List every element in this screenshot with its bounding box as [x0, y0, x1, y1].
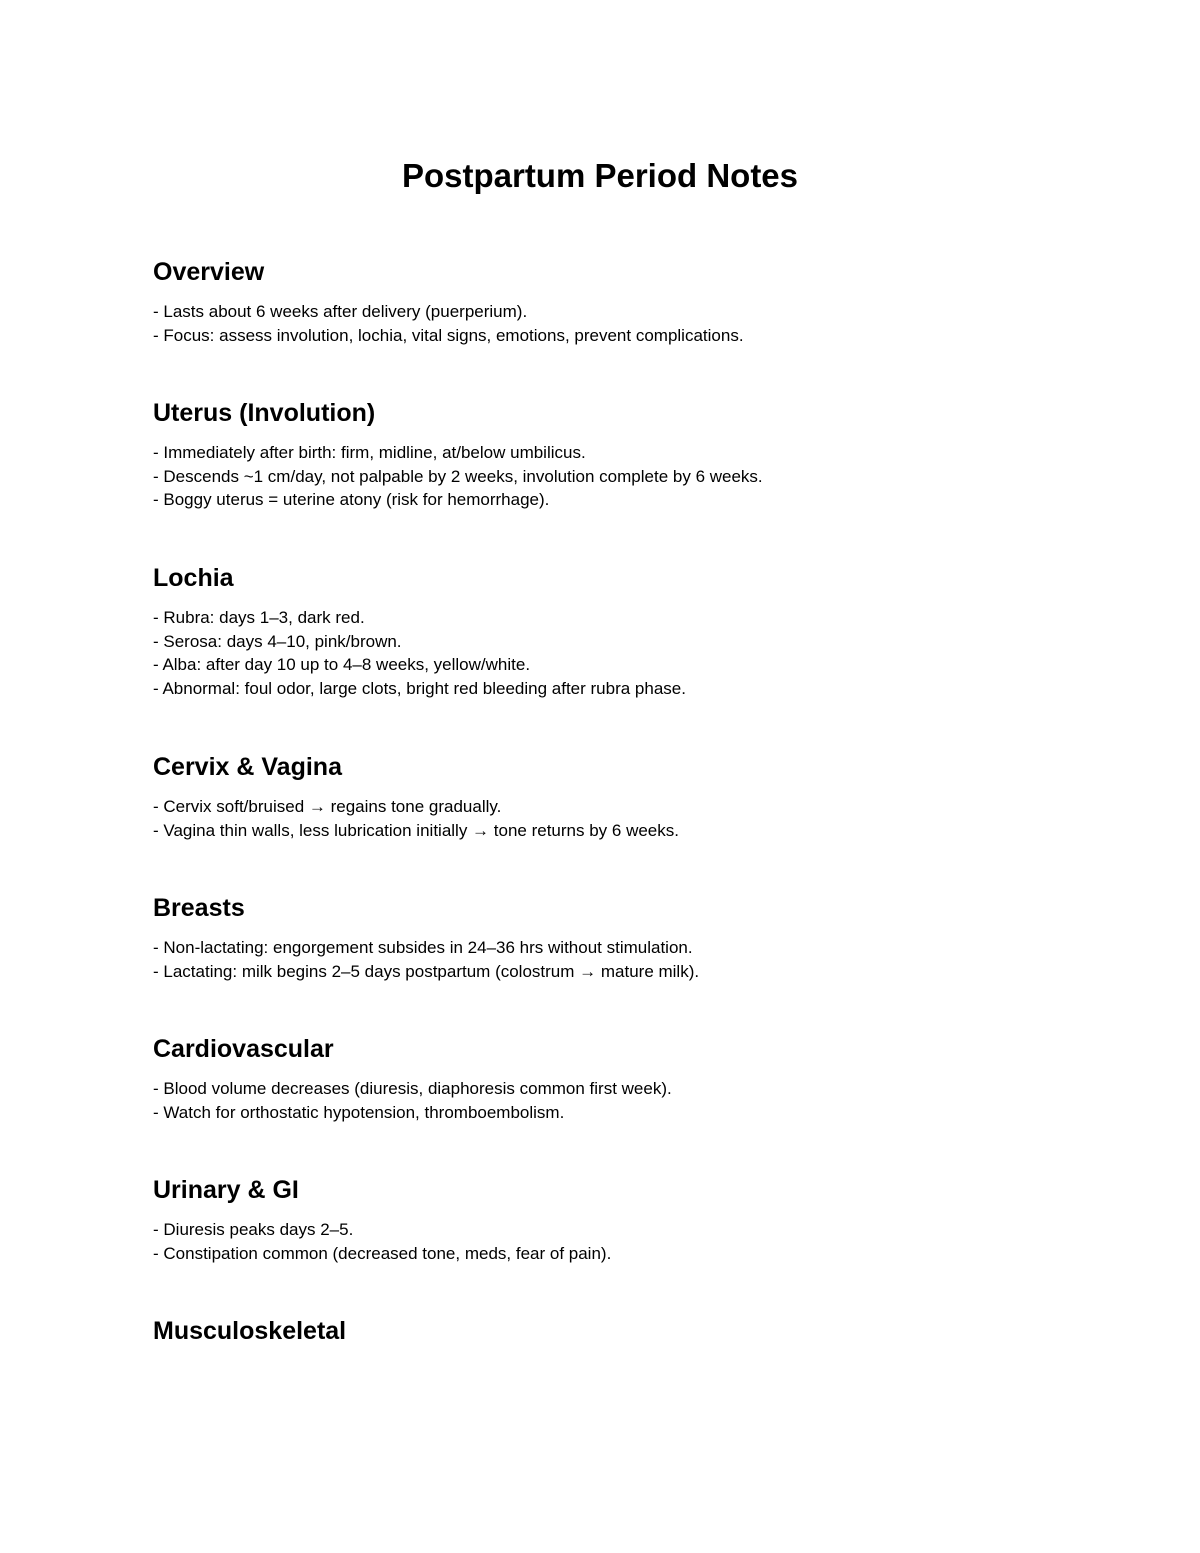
section-lines	[153, 300, 1113, 347]
section-lochia	[153, 562, 1113, 700]
note-line: - Focus: assess involution, lochia, vital signs, emotions, prevent complications.	[153, 325, 744, 345]
note-line: - Lasts about 6 weeks after delivery (puerperium).	[153, 302, 528, 321]
section-heading: Lochia	[153, 564, 234, 592]
section-lines	[153, 1218, 1113, 1265]
note-line: - Constipation common (decreased tone, meds, fear of pain).	[153, 1243, 612, 1263]
note-line: - Serosa: days 4–10, pink/brown.	[153, 631, 402, 651]
note-line: - Lactating: milk begins 2–5 days postpartum (colostrum → mature milk).	[153, 961, 700, 981]
section-lines	[153, 795, 1113, 842]
note-line: - Descends ~1 cm/day, not palpable by 2 weeks, involution complete by 6 weeks.	[153, 466, 763, 486]
section-lines	[153, 606, 1113, 700]
note-line: - Alba: after day 10 up to 4–8 weeks, yellow/white.	[153, 655, 531, 674]
note-line: - Non-lactating: engorgement subsides in 24–36 hrs without stimulation.	[153, 938, 693, 957]
note-line: - Watch for orthostatic hypotension, thromboembolism.	[153, 1102, 565, 1122]
section-heading: Overview	[153, 258, 265, 286]
section-heading: Musculoskeletal	[153, 1317, 347, 1345]
section-lines	[153, 441, 1113, 512]
section-heading: Breasts	[153, 894, 245, 922]
section-heading: Urinary & GI	[153, 1176, 299, 1204]
note-line: - Vagina thin walls, less lubrication initially → tone returns by 6 weeks.	[153, 820, 679, 840]
note-line: - Immediately after birth: firm, midline, at/below umbilicus.	[153, 443, 586, 462]
section-cervix-vagina	[153, 751, 1113, 842]
note-line: - Rubra: days 1–3, dark red.	[153, 608, 365, 627]
document-title: Postpartum Period Notes	[401, 157, 799, 194]
section-breasts	[153, 892, 1113, 983]
section-heading: Cervix & Vagina	[153, 753, 342, 781]
section-lines	[153, 936, 1113, 983]
section-musculoskeletal	[153, 1315, 1113, 1359]
note-line: - Diuresis peaks days 2–5.	[153, 1220, 354, 1239]
section-heading: Cardiovascular	[153, 1035, 334, 1063]
note-line: - Cervix soft/bruised → regains tone gradually.	[153, 797, 502, 816]
section-cardiovascular	[153, 1033, 1113, 1124]
note-line: - Boggy uterus = uterine atony (risk for hemorrhage).	[153, 490, 550, 509]
section-lines	[153, 1077, 1113, 1124]
note-line: - Blood volume decreases (diuresis, diaphoresis common first week).	[153, 1079, 672, 1098]
note-line: - Abnormal: foul odor, large clots, bright red bleeding after rubra phase.	[153, 678, 686, 698]
section-overview	[153, 256, 1113, 347]
section-urinary-gi	[153, 1174, 1113, 1265]
section-uterus	[153, 397, 1113, 512]
section-heading: Uterus (Involution)	[153, 399, 376, 427]
